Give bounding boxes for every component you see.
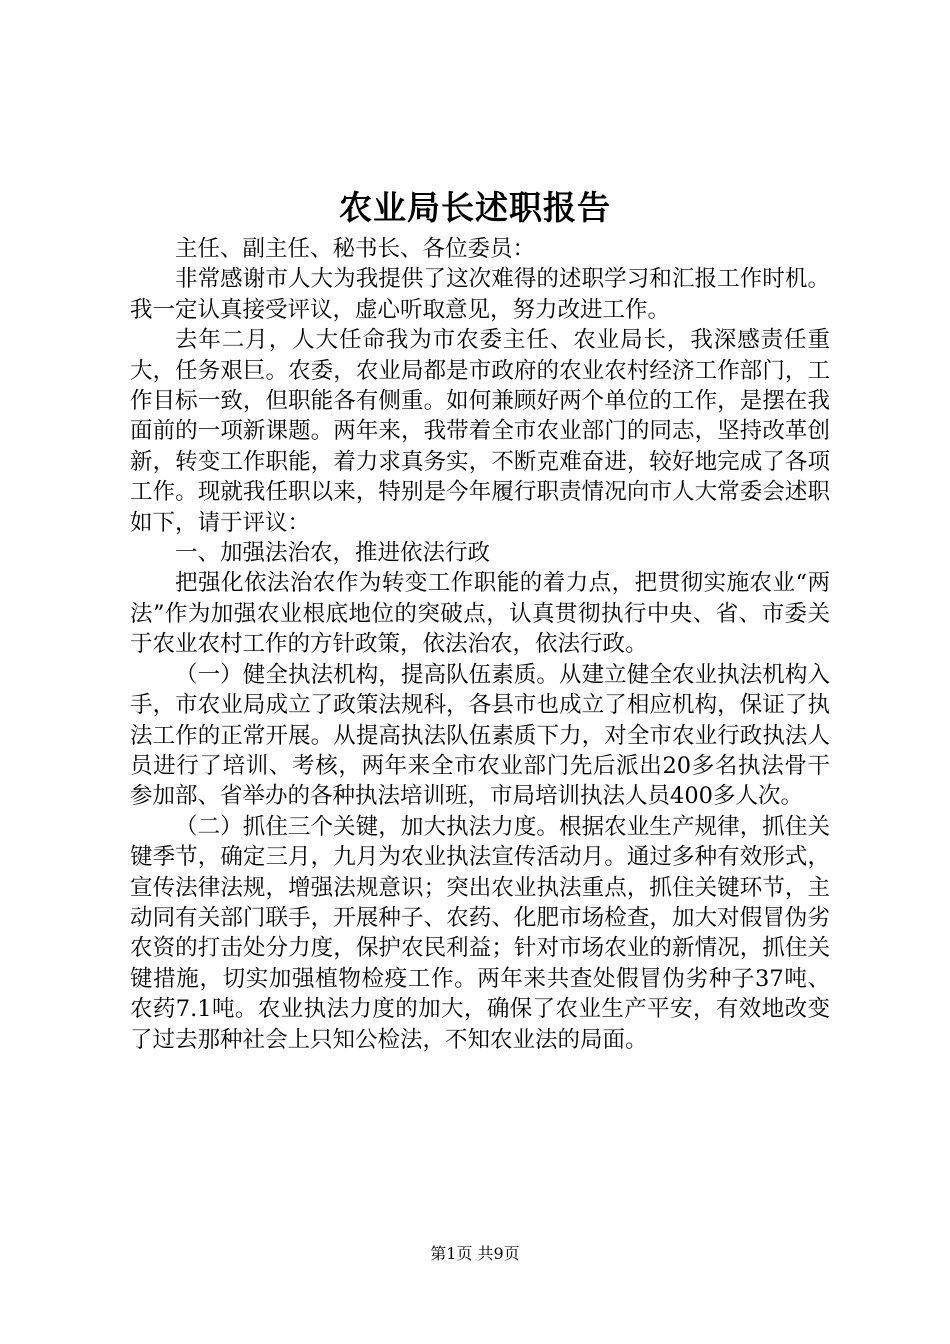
body-paragraph: （二）抓住三个关键，加大执法力度。根据农业生产规律，抓住关键季节，确定三月，九月为农业执法宣传活动月。通过多种有效形式，宣传法律法规，增强法规意识；突出农业执法重点，抓住关键环节，主动同有关部门联手，开展种子、农药、化肥市场检查，加大对假冒伪劣农资的打击处分力度，保护农民利益；针对市场农业的新情况，抓住关键措施，切实加强植物检疫工作。两年来共查处假冒伪劣种子37吨、农药7.1吨。农业执法力度的加大，确保了农业生产平安，有效地改变了过去那种社会上只知公检法，不知农业法的局面。 [130,813,830,1053]
body-paragraph: 非常感谢市人大为我提供了这次难得的述职学习和汇报工作时机。我一定认真接受评议，虚心听取意见，努力改进工作。 [130,266,830,323]
salutation-paragraph: 主任、副主任、秘书长、各位委员： [175,236,536,262]
section-heading: 一、加强法治农，推进依法行政 [175,540,491,567]
body-paragraph: （一）健全执法机构，提高队伍素质。从建立健全农业执法机构入手，市农业局成立了政策法规科，各县市也成立了相应机构，保证了执法工作的正常开展。从提高执法队伍素质下力，对全市农业行政执法人员进行了培训、考核，两年来全市农业部门先后派出20多名执法骨干参加部、省举办的各种执法培训班，市局培训执法人员400多人次。 [130,661,830,810]
body-paragraph: 去年二月，人大任命我为市农委主任、农业局长，我深感责任重大，任务艰巨。农委，农业局都是市政府的农业农村经济工作部门，工作目标一致，但职能各有侧重。如何兼顾好两个单位的工作，是摆在我面前的一项新课题。两年来，我带着全市农业部门的同志，坚持改革创新，转变工作职能，着力求真务实，不断克难奋进，较好地完成了各项工作。现就我任职以来，特别是今年履行职责情况向市人大常委会述职如下，请于评议： [130,327,830,536]
page-number-footer: 第1页 共9页 [430,1244,520,1263]
document-title: 农业局长述职报告 [339,188,611,227]
document-body [130,234,830,1055]
body-paragraph: 把强化依法治农作为转变工作职能的着力点，把贯彻实施农业“两法”作为加强农业根底地位的突破点，认真贯彻执行中央、省、市委关于农业农村工作的方针政策，依法治农，依法行政。 [130,570,830,658]
